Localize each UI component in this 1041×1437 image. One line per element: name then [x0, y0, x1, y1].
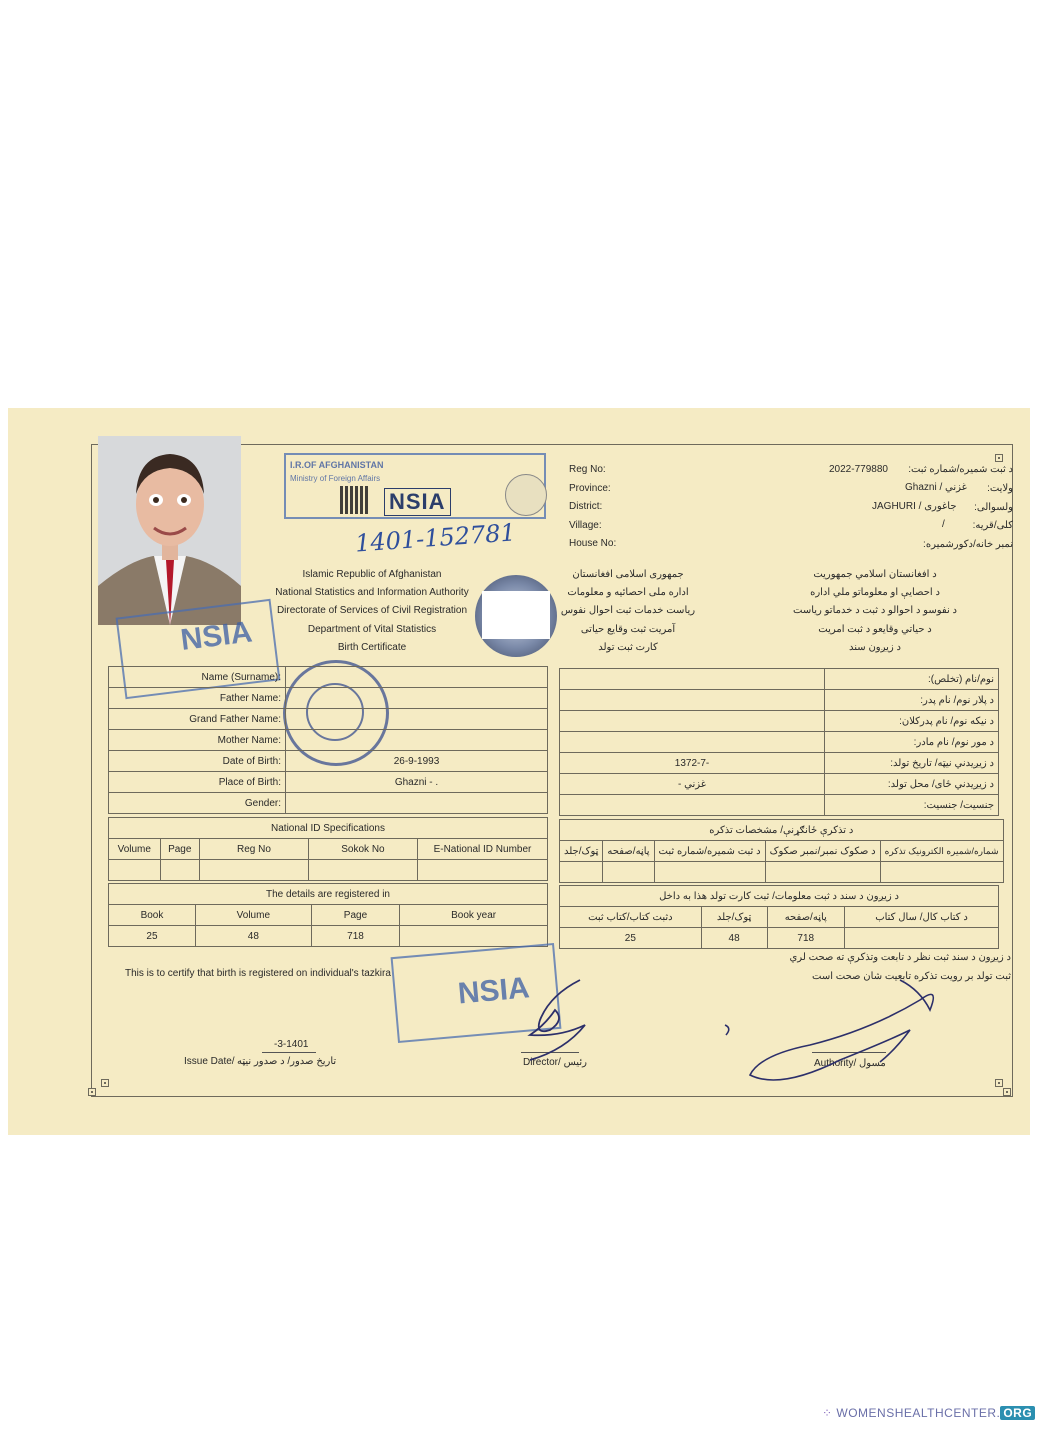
father-name-label: Father Name: — [109, 688, 286, 709]
certificate-title-dari: کارت ثبت تولد — [598, 641, 658, 653]
page-value: 718 — [311, 926, 399, 947]
emblem-icon — [505, 474, 547, 516]
grandfather-name-value — [286, 709, 548, 730]
org-names-en — [262, 566, 482, 657]
col-book: Book — [109, 905, 196, 926]
issue-date-label-en: Issue Date/ — [184, 1056, 235, 1067]
nsia-logo: NSIA — [384, 488, 451, 516]
certify-statement-pashto: د زیږون د سند ثبت نظر د تابعت وتذکرې ته صحت لري — [789, 952, 1011, 963]
registration-table-fa — [559, 885, 999, 949]
col-volume: Volume — [109, 839, 161, 860]
col-book-fa: دثبت کتاب/کتاب ثبت — [560, 907, 702, 928]
qr-code — [340, 486, 370, 514]
col-volume-fa: ټوک/جلد — [560, 841, 603, 862]
mother-name-label-fa: د مور نوم/ نام مادر: — [825, 732, 999, 753]
gender-label-fa: جنسیت/ جنسیت: — [825, 795, 999, 816]
col-page-fa: پاڼه/صفحه — [603, 841, 654, 862]
pob-value-fa: غزني - — [560, 774, 825, 795]
village-label: Village: — [569, 520, 602, 531]
frame-corner — [88, 1088, 96, 1096]
org-line: ریاست خدمات ثبت احوال نفوس — [560, 605, 696, 617]
certify-statement-en: This is to certify that birth is registered on individual's tazkira — [125, 968, 391, 979]
name-label-fa: نوم/نام (تخلص): — [825, 669, 999, 690]
col-sokok-no-fa: د صکوک نمبر/نمبر صکوک — [765, 841, 880, 862]
volume-value: 48 — [195, 926, 311, 947]
name-label: Name (Surname): — [109, 667, 286, 688]
father-name-value-fa — [560, 690, 825, 711]
org-line: Directorate of Services of Civil Registration — [276, 605, 468, 617]
col-volume-fa: ټوک/جلد — [701, 907, 767, 928]
footer-tld: ORG — [1000, 1406, 1035, 1420]
gender-value — [286, 793, 548, 814]
district-label: District: — [569, 501, 603, 512]
org-names-dari — [548, 566, 708, 657]
handwritten-number: 1401-152781 — [354, 518, 517, 558]
col-page: Page — [160, 839, 199, 860]
mother-name-label: Mother Name: — [109, 730, 286, 751]
director-label: Director/ رئیس — [523, 1057, 587, 1068]
volume-value-fa: 48 — [701, 928, 767, 949]
national-id-table-en — [108, 817, 548, 881]
gender-label: Gender: — [109, 793, 286, 814]
province-label: Province: — [569, 483, 611, 494]
col-book-year-fa: د کتاب کال/ سال کتاب — [845, 907, 999, 928]
org-line: Islamic Republic of Afghanistan — [302, 569, 442, 580]
registration-title-fa: د زیږون د سند د ثبت معلومات/ ثبت کارت تولد هذا به داخل — [560, 886, 999, 907]
issue-date-label-fa: تاریخ صدور/ د صدور نیټه — [237, 1056, 337, 1067]
org-line: Department of Vital Statistics — [307, 623, 437, 635]
issue-date-line — [262, 1052, 316, 1053]
org-line: د افغانستان اسلامي جمهوریت — [813, 569, 937, 580]
org-line: د احصایې او معلوماتو ملي اداره — [810, 587, 940, 599]
org-line: د نفوسو د احوالو د ثبت د خدماتو ریاست — [793, 605, 957, 617]
book-value: 25 — [109, 926, 196, 947]
col-e-national-id-fa: شماره/شمیره الکترونیک تذکره — [880, 841, 1003, 862]
grandfather-name-label-fa: د نیکه نوم/ نام پدرکلان: — [825, 711, 999, 732]
org-line: د حیاتي وقایعو د ثبت امریت — [818, 623, 932, 635]
authority-label: Authority/ مسول — [814, 1058, 886, 1069]
frame-corner — [101, 1079, 109, 1087]
national-id-title-fa: د تذکرې ځانګړنې/ مشخصات تذکره — [560, 820, 1004, 841]
stamp-text: NSIA — [178, 615, 255, 657]
grandfather-name-value-fa — [560, 711, 825, 732]
district-value: JAGHURI / جاغوری — [872, 501, 957, 512]
footer-watermark — [822, 1406, 1035, 1420]
stamp-text: NSIA — [456, 971, 531, 1011]
certify-statement-dari: ثبت تولد بر رویت تذکره تابعیت شان صحت است — [812, 971, 1011, 982]
book-year-value — [400, 926, 548, 947]
frame-corner — [995, 1079, 1003, 1087]
personal-details-table-en — [108, 666, 548, 814]
dob-value: 26-9-1993 — [286, 751, 548, 772]
col-reg-no: Reg No — [199, 839, 308, 860]
authority-signature — [720, 970, 960, 1095]
mother-name-value-fa — [560, 732, 825, 753]
national-id-title: National ID Specifications — [109, 818, 548, 839]
col-page: Page — [311, 905, 399, 926]
org-line: National Statistics and Information Authority — [275, 587, 469, 599]
dob-label: Date of Birth: — [109, 751, 286, 772]
org-line: آمریت ثبت وقایع حیاتی — [580, 623, 676, 635]
book-year-value-fa — [845, 928, 999, 949]
registration-title: The details are registered in — [109, 884, 548, 905]
director-signature — [510, 975, 600, 1070]
reg-number-label-fa: د ثبت شمیره/شماره ثبت: — [908, 464, 1013, 475]
org-line: اداره ملی احصائیه و معلومات — [567, 587, 689, 599]
book-value-fa: 25 — [560, 928, 702, 949]
house-no-label: House No: — [569, 538, 617, 549]
pob-label-fa: د زیږیدني ځای/ محل تولد: — [825, 774, 999, 795]
frame-corner — [1003, 1088, 1011, 1096]
house-label-fa: نمبر خانه/دکورشمیره: — [923, 539, 1013, 550]
pob-value: Ghazni - . — [286, 772, 548, 793]
village-label-fa: کلی/قریه: — [972, 520, 1013, 531]
reg-number-value: 2022-779880 — [829, 464, 888, 475]
stamp-text: I.R.OF AFGHANISTAN — [290, 460, 384, 470]
district-label-fa: ولسوالی: — [974, 502, 1013, 513]
stamp-text: Ministry of Foreign Affairs — [290, 474, 381, 483]
name-value — [286, 667, 548, 688]
frame-corner — [995, 454, 1003, 462]
portrait-photo — [98, 436, 241, 625]
redaction-box — [482, 591, 550, 639]
col-e-national-id: E-National ID Number — [417, 839, 547, 860]
father-name-label-fa: د پلار نوم/ نام پدر: — [825, 690, 999, 711]
col-book-year: Book year — [400, 905, 548, 926]
page-value-fa: 718 — [767, 928, 844, 949]
province-value: Ghazni / غزني — [905, 482, 967, 493]
org-line: جمهوری اسلامی افغانستان — [572, 569, 684, 580]
name-value-fa — [560, 669, 825, 690]
registration-table-en — [108, 883, 548, 947]
father-name-value — [286, 688, 548, 709]
certificate-title-pashto: د زیږون سند — [849, 641, 901, 653]
dob-label-fa: د زیږیدني نیټه/ تاریخ تولد: — [825, 753, 999, 774]
national-id-table-fa — [559, 819, 1004, 883]
personal-details-table-fa — [559, 668, 999, 816]
org-names-pashto — [780, 566, 970, 657]
gender-value-fa — [560, 795, 825, 816]
province-label-fa: ولایت: — [987, 483, 1013, 494]
col-page-fa: پاڼه/صفحه — [767, 907, 844, 928]
mother-name-value — [286, 730, 548, 751]
certificate-title-en: Birth Certificate — [337, 641, 407, 653]
pob-label: Place of Birth: — [109, 772, 286, 793]
col-volume: Volume — [195, 905, 311, 926]
reg-no-label: Reg No: — [569, 464, 606, 475]
village-value: / — [942, 519, 945, 530]
footer-site: WOMENSHEALTHCENTER. — [836, 1406, 1001, 1420]
col-sokok-no: Sokok No — [308, 839, 417, 860]
col-reg-no-fa: د ثبت شمیره/شماره ثبت — [654, 841, 765, 862]
issue-date-value: -3-1401 — [274, 1039, 309, 1050]
grandfather-name-label: Grand Father Name: — [109, 709, 286, 730]
dob-value-fa: 1372-7- — [560, 753, 825, 774]
dots-icon: ⁘ — [822, 1406, 837, 1420]
